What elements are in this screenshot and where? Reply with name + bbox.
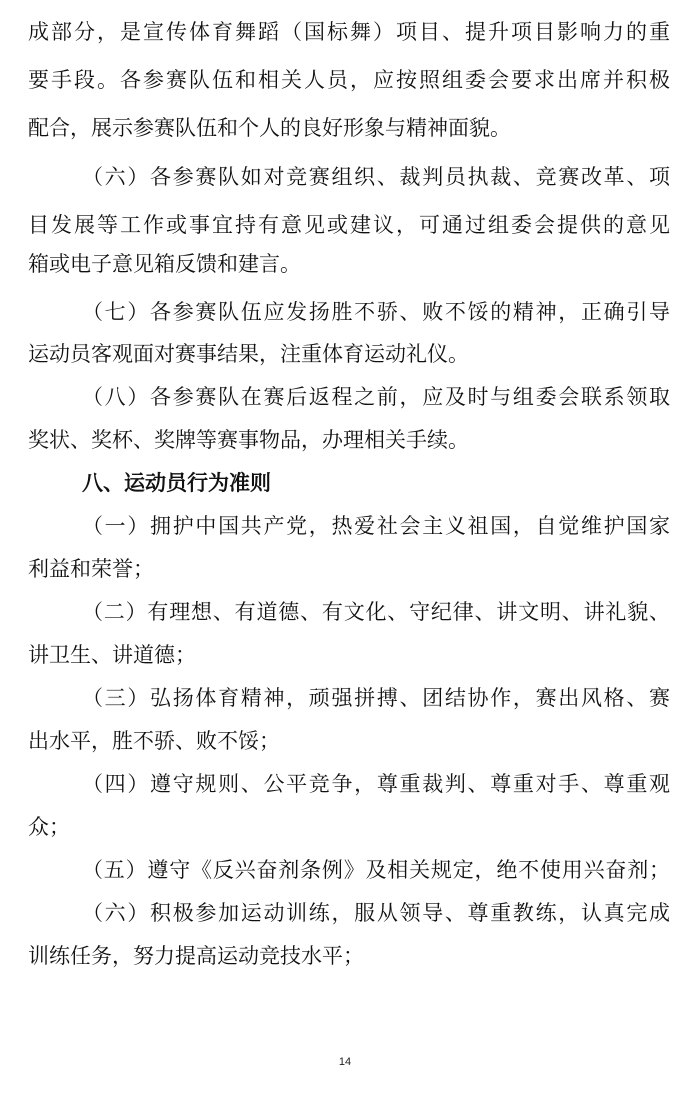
text-line: （六）各参赛队如对竞赛组织、裁判员执裁、竞赛改革、项 xyxy=(82,165,670,189)
text-line: 利益和荣誉； xyxy=(28,557,154,581)
text-line: （七）各参赛队伍应发扬胜不骄、败不馁的精神，正确引导 xyxy=(82,300,670,324)
text-line: （四）遵守规则、公平竞争，尊重裁判、尊重对手、尊重观 xyxy=(82,772,670,796)
text-line: 配合，展示参赛队伍和个人的良好形象与精神面貌。 xyxy=(28,116,511,140)
text-line: （八）各参赛队在赛后返程之前，应及时与组委会联系领取 xyxy=(82,385,670,409)
text-line: 运动员客观面对赛事结果，注重体育运动礼仪。 xyxy=(28,342,469,366)
text-line: 奖状、奖杯、奖牌等赛事物品，办理相关手续。 xyxy=(28,428,469,452)
text-line: 出水平，胜不骄、败不馁； xyxy=(28,729,280,753)
text-line: 箱或电子意见箱反馈和建言。 xyxy=(28,252,301,276)
text-line: （一）拥护中国共产党，热爱社会主义祖国，自觉维护国家 xyxy=(82,514,670,538)
page-number: 14 xyxy=(338,1056,352,1068)
text-line: 众； xyxy=(28,815,70,839)
text-line: 要手段。各参赛队伍和相关人员，应按照组委会要求出席并积极 xyxy=(28,68,670,92)
text-line: 成部分，是宣传体育舞蹈（国标舞）项目、提升项目影响力的重 xyxy=(28,20,670,44)
text-line: 讲卫生、讲道德； xyxy=(28,643,196,667)
text-line: 训练任务，努力提高运动竞技水平； xyxy=(28,944,364,968)
section-heading: 八、运动员行为准则 xyxy=(82,471,271,495)
text-line: 目发展等工作或事宜持有意见或建议，可通过组委会提供的意见 xyxy=(28,213,670,237)
text-line: （三）弘扬体育精神，顽强拼搏、团结协作，赛出风格、赛 xyxy=(82,686,670,710)
text-line: （二）有理想、有道德、有文化、守纪律、讲文明、讲礼貌、 xyxy=(82,600,670,624)
text-line: （五）遵守《反兴奋剂条例》及相关规定，绝不使用兴奋剂； xyxy=(82,858,670,882)
text-line: （六）积极参加运动训练，服从领导、尊重教练，认真完成 xyxy=(82,901,670,925)
